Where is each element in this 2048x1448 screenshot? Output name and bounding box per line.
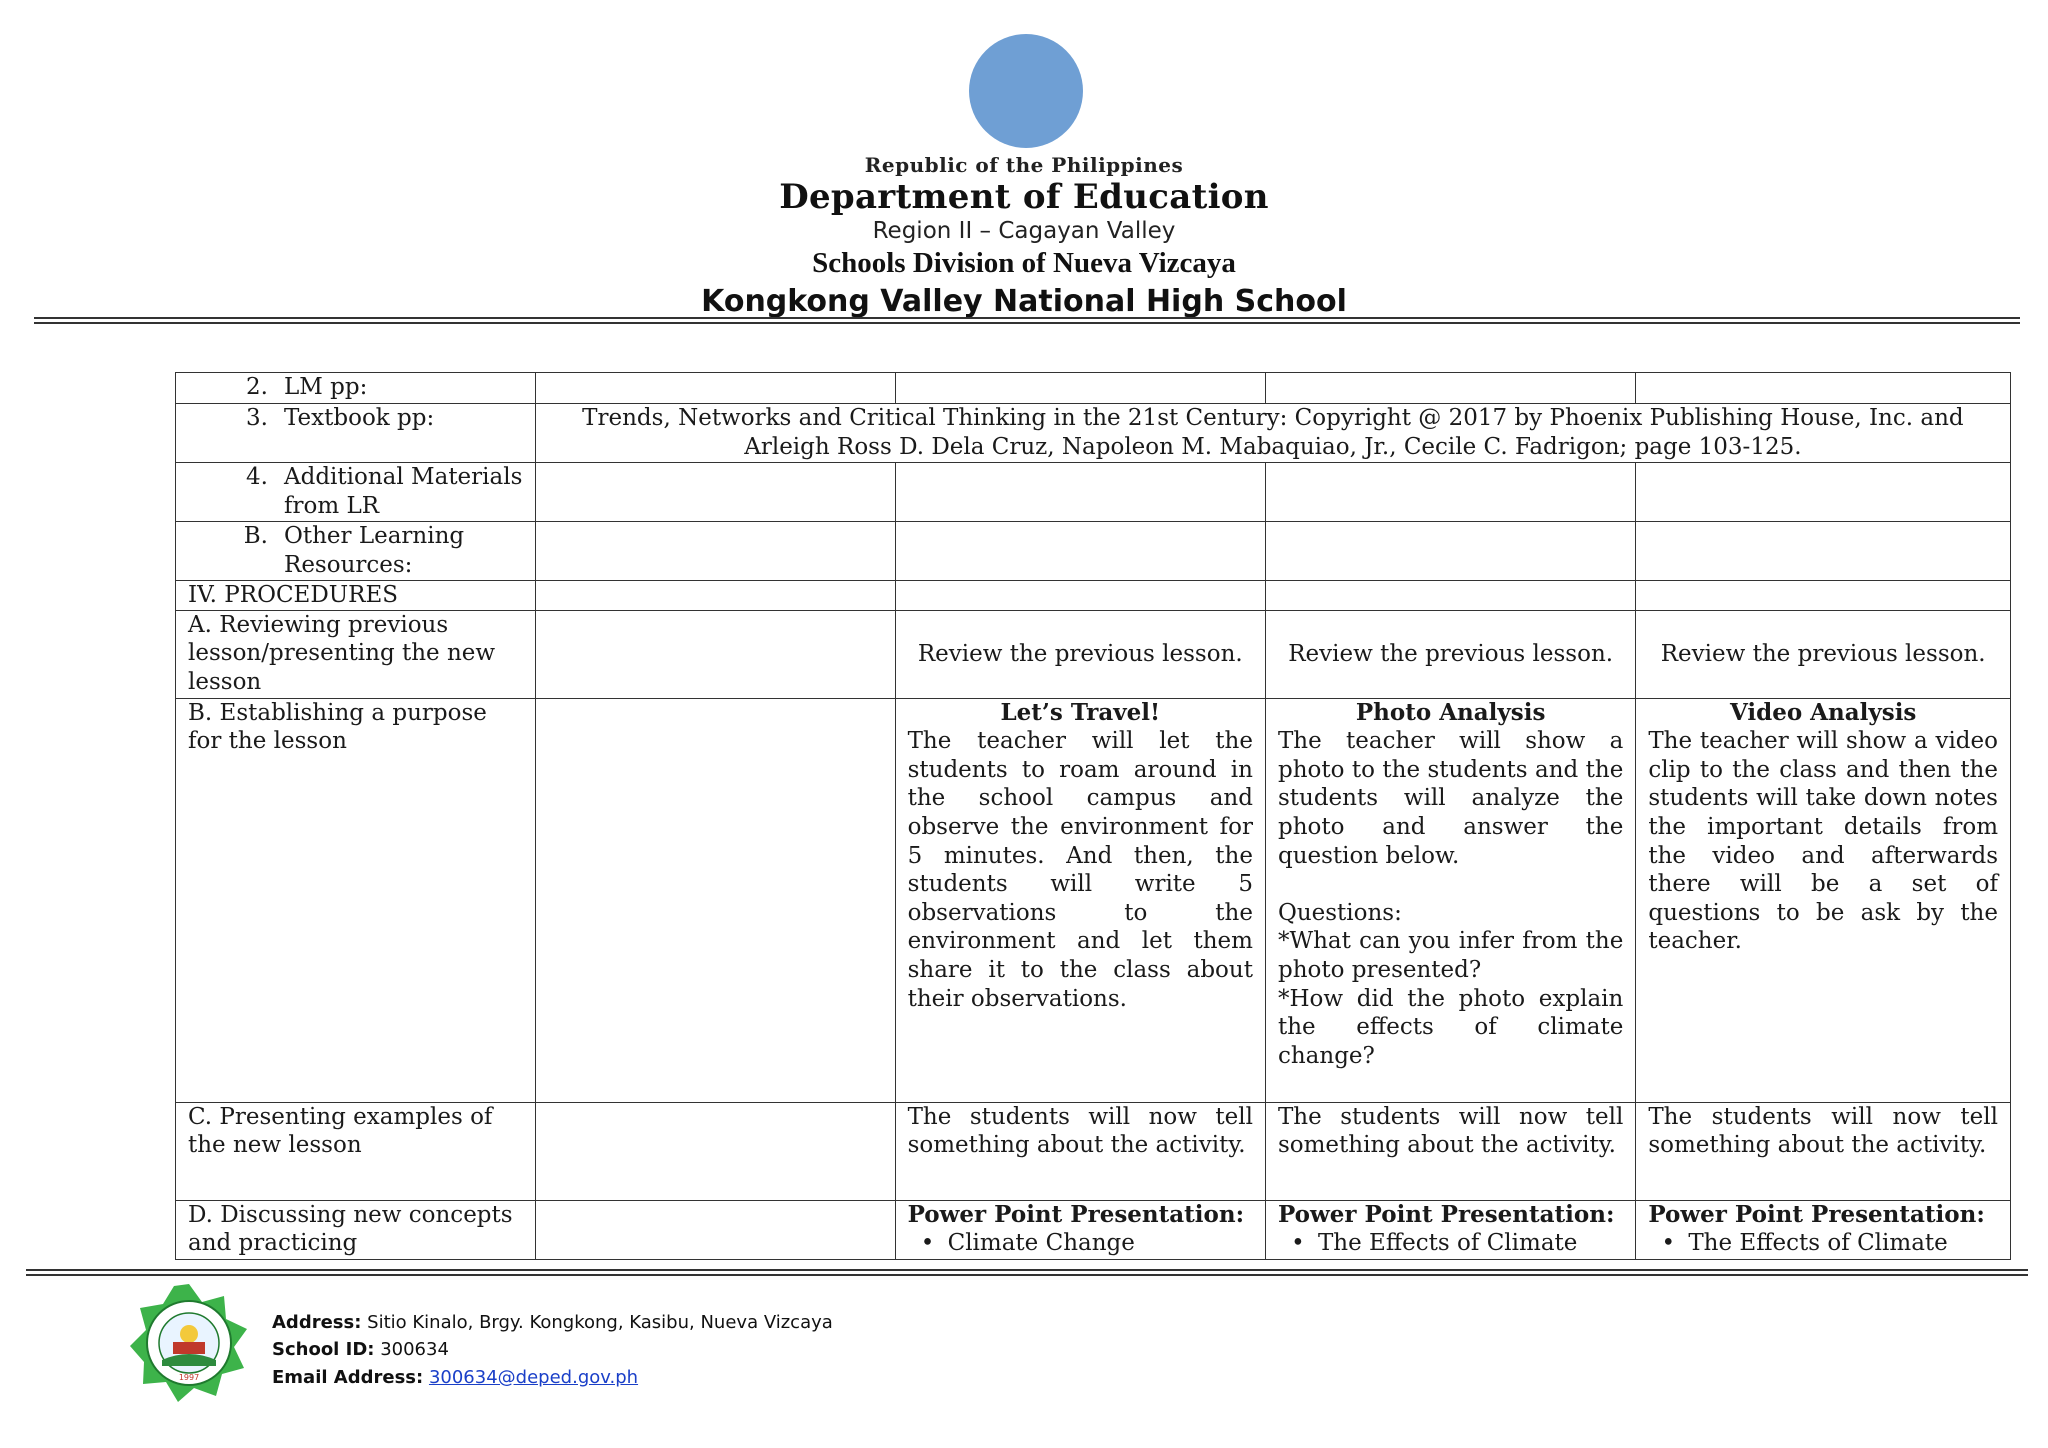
question-2: *How did the photo explain the effects of climate change?	[1277, 985, 1624, 1069]
header-rule-bottom	[34, 322, 2020, 324]
footer-email: Email Address: 300634@deped.gov.ph	[272, 1367, 639, 1388]
purpose-day4	[1636, 698, 2011, 1102]
activity-text: The teacher will let the students to roam around in the school campus and observe the environment for 5 minutes. And then, the students will write 5 observations to the environment and let them share it to the class about their observations.	[907, 728, 1253, 1012]
discussing-day3: Power Point Presentation: • The Effects of Climate	[1265, 1200, 1635, 1259]
row-label: A. Reviewing previous lesson/presenting the new lesson	[176, 610, 536, 698]
examples-day2: The students will now tell something about the activity.	[895, 1102, 1265, 1200]
discussing-day4: Power Point Presentation: • The Effects of Climate	[1636, 1200, 2011, 1259]
bullet-icon: •	[1291, 1230, 1305, 1257]
review-day2: Review the previous lesson.	[895, 610, 1265, 698]
purpose-day3	[1265, 698, 1635, 1102]
row-label: 3. Textbook pp:	[176, 404, 536, 463]
procedures-heading: IV. PROCEDURES	[176, 581, 536, 611]
department-heading: Department of Education	[779, 177, 1269, 217]
textbook-reference: Trends, Networks and Critical Thinking in the 21st Century: Copyright @ 2017 by Phoenix Publishing House, Inc. and Arleigh Ross D. Dela Cruz, Napoleon M. Mabaquiao, Jr., Cecile C. Fadrigon; page 103-125.	[535, 404, 2010, 463]
activity-text: The teacher will show a photo to the students and the students will analyze the photo and answer the question below.	[1277, 728, 1624, 869]
footer-rule-bottom	[26, 1274, 2028, 1276]
table-row	[176, 463, 2011, 522]
table-row	[176, 404, 2011, 463]
row-label: D. Discussing new concepts and practicing	[176, 1200, 536, 1259]
table-row	[176, 373, 2011, 404]
bullet-icon: •	[920, 1230, 935, 1257]
question-1: *What can you infer from the photo presented?	[1277, 928, 1624, 983]
table-row	[176, 610, 2011, 698]
table-row	[176, 522, 2011, 581]
discussing-day2: Power Point Presentation: • Climate Change	[895, 1200, 1265, 1259]
activity-text: The teacher will show a video clip to the class and then the students will take down notes the important details from the video and afterwards there will be a set of questions to be ask by the teacher.	[1648, 728, 1998, 955]
division-heading: Schools Division of Nueva Vizcaya	[812, 247, 1236, 279]
examples-day4: The students will now tell something about the activity.	[1636, 1102, 2011, 1200]
row-label: B. Establishing a purpose for the lesson	[176, 698, 536, 1102]
activity-title: Let’s Travel!	[1000, 698, 1161, 726]
logo-year: 1997	[178, 1373, 200, 1382]
examples-day3: The students will now tell something about the activity.	[1265, 1102, 1635, 1200]
activity-title: Video Analysis	[1729, 698, 1917, 726]
row-label: C. Presenting examples of the new lesson	[176, 1102, 536, 1200]
footer-school-id: School ID: 300634	[272, 1339, 449, 1360]
email-link[interactable]: 300634@deped.gov.ph	[428, 1367, 639, 1388]
lesson-plan-table	[175, 372, 2011, 1260]
school-logo	[128, 1282, 250, 1404]
header-rule-top	[34, 317, 2020, 319]
activity-title: Photo Analysis	[1355, 698, 1546, 726]
table-row	[176, 698, 2011, 1102]
deped-seal	[969, 34, 1083, 148]
school-name: Kongkong Valley National High School	[701, 284, 1347, 319]
review-day3: Review the previous lesson.	[1265, 610, 1635, 698]
row-label: 2. LM pp:	[176, 373, 536, 404]
table-row	[176, 1102, 2011, 1200]
footer-rule-top	[26, 1269, 2028, 1271]
republic-heading: Republic of the Philippines	[864, 153, 1184, 177]
row-label: 4. Additional Materials from LR	[176, 463, 536, 522]
questions-label: Questions:	[1277, 899, 1402, 926]
table-row	[176, 1200, 2011, 1259]
bullet-icon: •	[1661, 1230, 1676, 1257]
row-label: B. Other Learning Resources:	[176, 522, 536, 581]
region-heading: Region II – Cagayan Valley	[872, 218, 1176, 244]
purpose-day2	[895, 698, 1265, 1102]
table-row	[176, 581, 2011, 611]
footer-address: Address: Sitio Kinalo, Brgy. Kongkong, Kasibu, Nueva Vizcaya	[272, 1312, 833, 1333]
review-day4: Review the previous lesson.	[1636, 610, 2011, 698]
